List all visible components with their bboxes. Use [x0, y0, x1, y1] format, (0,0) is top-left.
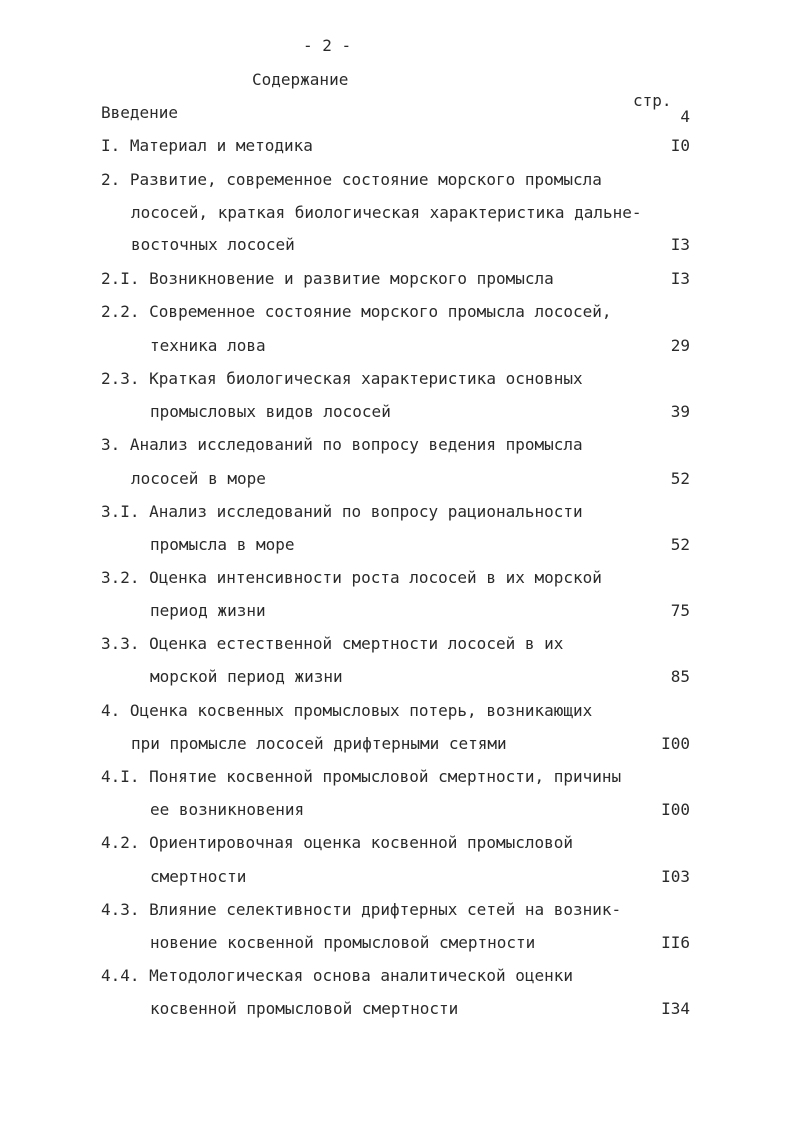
toc-entry-text: период жизни	[150, 601, 266, 620]
toc-entry-text: ее возникновения	[150, 800, 305, 819]
toc-entry-text: 4.4. Методологическая основа аналитической оценки	[101, 966, 574, 985]
toc-entry-page: 85	[670, 667, 690, 686]
toc-entry-text: промысловых видов лососей	[150, 402, 391, 421]
toc-entry-page: I3	[670, 269, 690, 288]
toc-entry-page: I00	[661, 734, 690, 753]
toc-entry-text: 3.I. Анализ исследований по вопросу рациональности	[101, 502, 583, 521]
toc-entry-text: промысла в море	[150, 535, 295, 554]
toc-entry-text: смертности	[150, 867, 247, 886]
toc-entry-text: I. Материал и методика	[101, 136, 313, 155]
toc-entry-text: Введение	[101, 103, 179, 122]
toc-entry-text: 3.2. Оценка интенсивности роста лососей в их морской	[101, 568, 602, 587]
toc-entry-text: 2.3. Краткая биологическая характеристика основных	[101, 369, 583, 388]
toc-entry-text: 3.3. Оценка естественной смертности лососей в их	[101, 634, 564, 653]
toc-entry-text: 4.3. Влияние селективности дрифтерных сетей на возник-	[101, 900, 622, 919]
toc-entry-text: восточных лососей	[131, 235, 295, 254]
page-number: - 2 -	[303, 36, 352, 55]
toc-entry-page: 75	[670, 601, 690, 620]
toc-entry-text: при промысле лососей дрифтерными сетями	[131, 734, 507, 753]
toc-entry-page: 52	[670, 535, 690, 554]
toc-entry-text: 4. Оценка косвенных промысловых потерь, возникающих	[101, 701, 593, 720]
page-title: Содержание	[252, 70, 349, 89]
toc-entry-page: I3	[670, 235, 690, 254]
toc-entry-text: косвенной промысловой смертности	[150, 999, 459, 1018]
toc-entry-text: морской период жизни	[150, 667, 343, 686]
toc-entry-text: 2.2. Современное состояние морского промысла лососей,	[101, 302, 612, 321]
toc-entry-page: 39	[670, 402, 690, 421]
toc-entry-page: 29	[670, 336, 690, 355]
toc-entry-page: I00	[661, 800, 690, 819]
toc-entry-page: I0	[670, 136, 690, 155]
toc-entry-page: I03	[661, 867, 690, 886]
toc-entry-text: 4.I. Понятие косвенной промысловой смертности, причины	[101, 767, 622, 786]
page-column-label: стр.	[633, 91, 672, 110]
toc-entry-page: 52	[670, 469, 690, 488]
toc-entry-text: лососей, краткая биологическая характеристика дальне-	[131, 203, 642, 222]
toc-entry-text: новение косвенной промысловой смертности	[150, 933, 536, 952]
toc-entry-page: 4	[680, 107, 690, 126]
toc-entry-text: лососей в море	[131, 469, 266, 488]
toc-entry-text: 3. Анализ исследований по вопросу ведения промысла	[101, 435, 583, 454]
toc-entry-text: 4.2. Ориентировочная оценка косвенной промысловой	[101, 833, 574, 852]
toc-entry-text: техника лова	[150, 336, 266, 355]
toc-entry-page: I34	[661, 999, 690, 1018]
toc-entry-page: II6	[661, 933, 690, 952]
toc-entry-text: 2. Развитие, современное состояние морского промысла	[101, 170, 602, 189]
toc-entry-text: 2.I. Возникновение и развитие морского промысла	[101, 269, 554, 288]
